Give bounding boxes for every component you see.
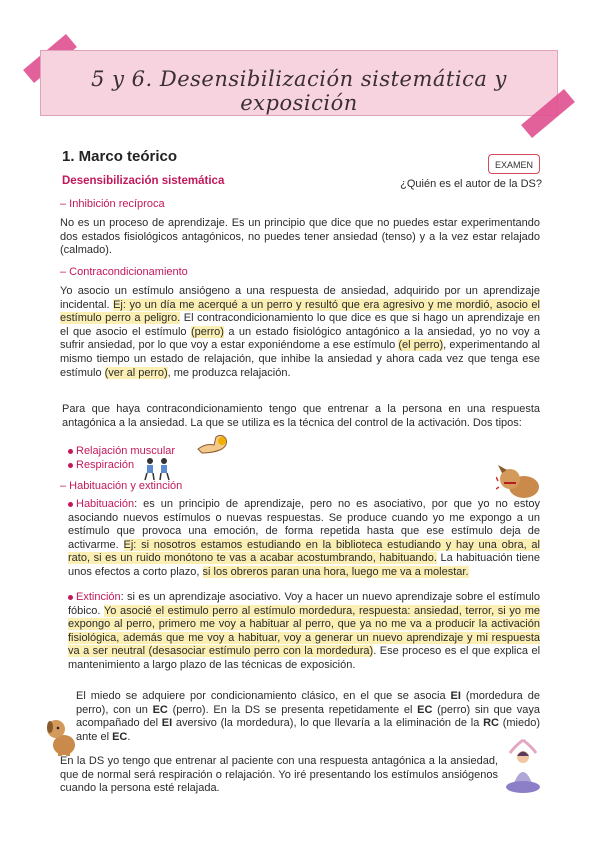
exam-badge: EXAMEN bbox=[488, 154, 540, 174]
paragraph-final: En la DS yo tengo que entrenar al paciente con una respuesta antagónica a la ansiedad, que de normal será respiración o relajación. Yo iré presentando los estímulos ansiógenos cuando la persona esté relajada. bbox=[60, 755, 498, 795]
sitting-dog-icon bbox=[44, 717, 80, 757]
label-contracondicionamiento: – Contracondicionamiento bbox=[60, 266, 188, 278]
exam-question: ¿Quién es el autor de la DS? bbox=[400, 178, 542, 190]
bullet-relajacion: Relajación muscular bbox=[68, 445, 175, 457]
people-exercising-icon bbox=[142, 457, 172, 481]
subheading-ds: Desensibilización sistemática bbox=[62, 175, 225, 187]
paragraph-inhibicion: No es un proceso de aprendizaje. Es un principio que dice que no puedes estar experimentando dos estados fisiológicos antagónicos, no puedes tener ansiedad (tenso) y a la vez estar relajado (calmado). bbox=[60, 217, 540, 257]
paragraph-tipos: Para que haya contracondicionamiento tengo que entrenar a la persona en una respuesta antagónica a la ansiedad. La que se utiliza es la técnica del control de la activación. Dos tipos: bbox=[62, 403, 540, 429]
paragraph-habituacion: Habituación: es un principio de aprendizaje, pero no es asociativo, por que yo no estoy asociando nuevos estímulos o nuevas respuestas. Se produce cuando yo me expongo a un estímulo que provoca una emoción, de forma repetida hasta que ese estímulo deja de activarme. Ej: si nosotros estamos estudiando en la biblioteca estudiando y hay una obra, al rato, si es un ruido monótono te vas a acabar acostumbrando, habituando. La habituación tiene unos efectos a corto plazo, si los obreros paran una hora, luego me va a molestar. bbox=[68, 498, 540, 578]
bullet-respiracion: Respiración bbox=[68, 459, 134, 471]
angry-dog-icon bbox=[496, 461, 542, 501]
title-banner bbox=[40, 50, 558, 116]
page-title: 5 y 6. Desensibilización sistemática y exposición bbox=[91, 67, 507, 115]
label-habituacion-extincion: – Habituación y extinción bbox=[60, 480, 183, 492]
section-heading: 1. Marco teórico bbox=[62, 148, 178, 165]
meditating-woman-icon bbox=[502, 737, 544, 797]
label-inhibicion: – Inhibición recíproca bbox=[60, 198, 165, 210]
paragraph-extincion: Extinción: si es un aprendizaje asociativo. Voy a hacer un nuevo aprendizaje sobre el estímulo fóbico. Yo asocié el estimulo perro al estímulo mordedura, respuesta: ansiedad, terror, si yo me expongo al perro, primero me voy a habituar al perro, que ya no me va a producir la activación fisiológica, además que me voy a habituar, voy a generar un nuevo aprendizaje y mi respuesta va a ser neutral (desasociar estímulo perro con la mordedura). Ese proceso es el que explica el mantenimiento a largo plazo de las técnicas de exposición. bbox=[68, 591, 541, 671]
paragraph-contracondicionamiento: Yo asocio un estímulo ansiógeno a una respuesta de ansiedad, adquirido por un aprendizaje incidental. Ej: yo un día me acerqué a un perro y resultó que era agresivo y me mordió, asocio el estímulo perro a peligro. El contracondicionamiento lo que dice es que si hago un aprendizaje en el que asocio el estímulo (perro) a un estado fisiológico antagónico a la ansiedad, yo no voy a sufrir ansiedad, por lo que voy a estar exponiéndome a ese estímulo (el perro), experimentando al mismo tiempo un estado de relajación, que inhibe la ansiedad y ahora cada vez que tenga ese estímulo (ver al perro), me produzca relajación. bbox=[60, 285, 540, 379]
flexed-arm-icon bbox=[196, 433, 230, 455]
paragraph-condicionamiento-clasico: El miedo se adquiere por condicionamiento clásico, en el que se asocia EI (mordedura de perro), con un EC (perro). En la DS se presenta repetidamente el EC (perro) sin que vaya acompañado del EI aversivo (la mordedura), lo que llevaría a la eliminación de la RC (miedo) ante el EC. bbox=[76, 690, 540, 743]
